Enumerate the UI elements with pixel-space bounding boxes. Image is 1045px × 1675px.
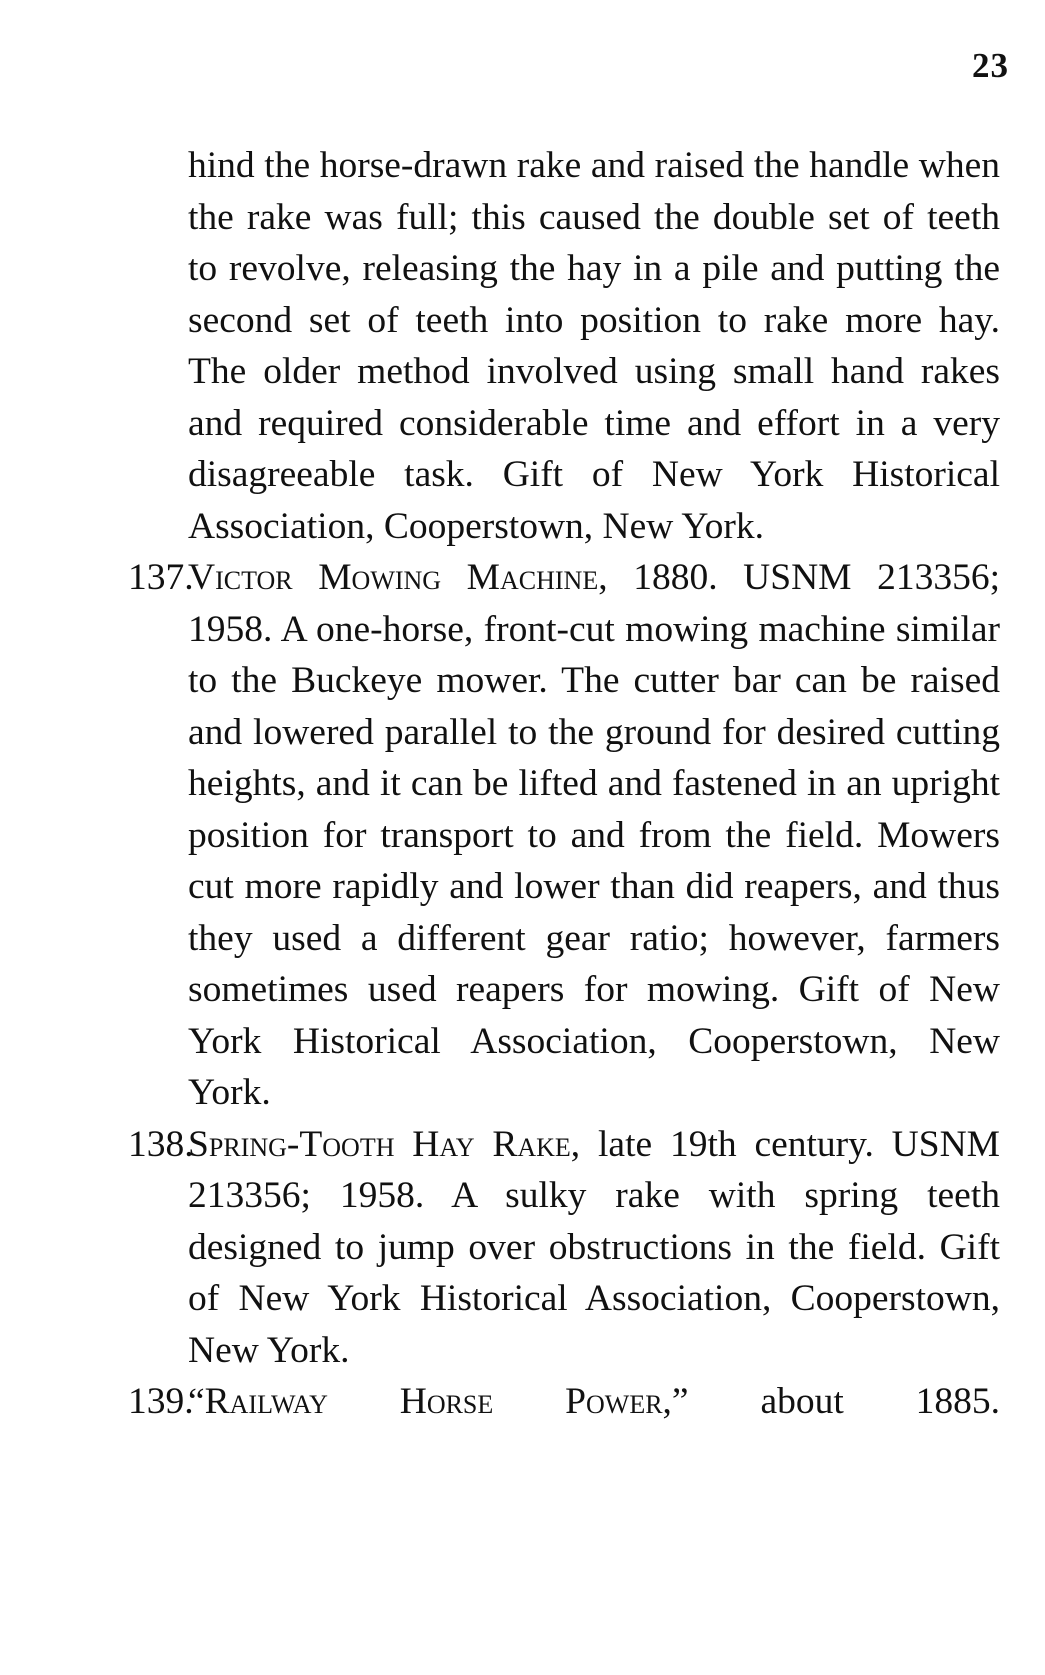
entry-title: Spring-Tooth Hay Rake, <box>188 1123 581 1165</box>
entry-description: late 19th century. USNM 213356; 1958. A sulky rake with spring teeth designed to jump over obstructions in the field. Gift of New York Historical Association, Cooperstown, New York. <box>188 1123 1001 1371</box>
entry-title: “Railway Horse Power,” <box>188 1381 689 1422</box>
entry-number: 139. <box>128 1381 194 1422</box>
catalog-entry-137 <box>128 552 1000 1119</box>
catalog-entry-138 <box>128 1119 1000 1377</box>
entry-description: about 1885. <box>760 1381 1000 1422</box>
catalog-entry-139 <box>128 1376 1000 1428</box>
entry-number: 138. <box>128 1123 194 1165</box>
page-body <box>128 140 1000 1428</box>
entry-description: 1880. USNM 213356; 1958. A one-horse, front-cut mowing machine similar to the Buckeye mower. The cutter bar can be raised and lowered parallel to the ground for desired cutting heights, and it can be lifted and fastened in an upright position for transport to and from the field. Mowers cut more rapidly and lower than did reapers, and thus they used a different gear ratio; however, farmers sometimes used reapers for mowing. Gift of New York Historical Association, Cooperstown, New York. <box>188 557 1001 1113</box>
entry-number: 137. <box>128 557 194 598</box>
page-number: 23 <box>972 46 1009 85</box>
continuation-paragraph: hind the horse-drawn rake and raised the handle when the rake was full; this caused the double set of teeth to revolve, releasing the hay in a pile and putting the second set of teeth into position to rake more hay. The older method involved using small hand rakes and required considerable time and effort in a very disagreeable task. Gift of New York Historical Association, Cooperstown, New York. <box>188 145 1000 547</box>
entry-title: Victor Mowing Machine, <box>188 557 608 598</box>
